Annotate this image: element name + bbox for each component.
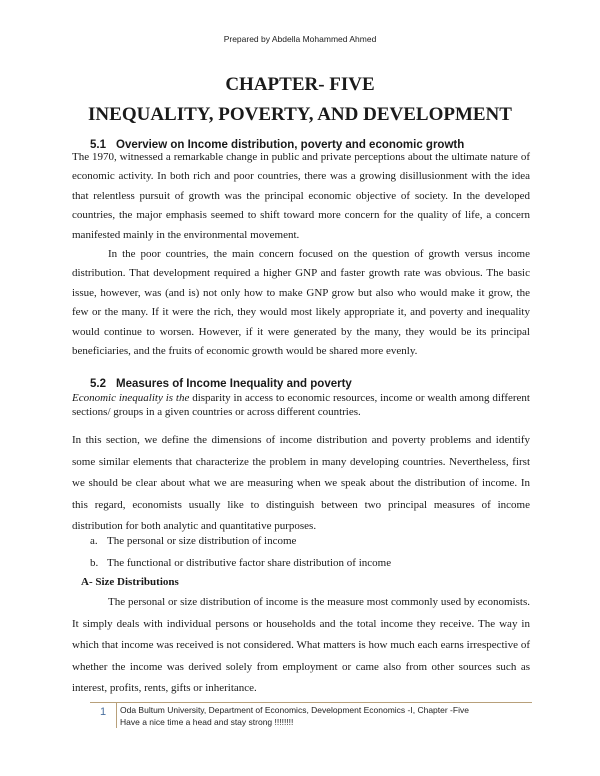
footer-text bbox=[120, 705, 469, 728]
list-item-text: The personal or size distribution of income bbox=[107, 535, 297, 547]
paragraph-text: In this section, we define the dimensions of income distribution and poverty problems and identify some similar elements that characterize the problem in many developing countries. Nevertheless, first we should be clear about what we are measuring when we speak about the distribution of income. In this regard, economists usually like to distinguish between two principal measures of income distribution for both analytic and quantitative purposes. bbox=[72, 434, 530, 533]
section-number: 5.2 bbox=[90, 378, 106, 390]
list-marker: b. bbox=[90, 557, 99, 569]
list-item-text: The functional or distributive factor share distribution of income bbox=[107, 557, 392, 569]
footer-line-2: Have a nice time a head and stay strong !!!!!!!! bbox=[120, 716, 294, 727]
definition-text: disparity in access to economic resources, income or wealth among different sections/ groups in a given countries or across different countries. bbox=[72, 392, 530, 418]
footer-divider bbox=[116, 702, 117, 728]
page-number: 1 bbox=[100, 706, 107, 718]
paragraph-dimensions bbox=[72, 430, 530, 538]
paragraph-text-2: In the poor countries, the main concern focused on the question of growth versus income distribution. That development required a higher GNP and faster growth rate was obvious. The basic issue, however, was (and is) not only how to make GNP grow but also who would make it grow, the few or the many. If it were the rich, they would most likely appropriate it, and poverty and inequality would continue to worsen. However, if it were generated by the many, they would be its principal beneficiaries, and the fruits of economic growth would be shared more evenly. bbox=[72, 248, 530, 358]
list-marker: a. bbox=[90, 535, 98, 547]
chapter-subtitle: INEQUALITY, POVERTY, AND DEVELOPMENT bbox=[88, 104, 512, 125]
page-header: Prepared by Abdella Mohammed Ahmed bbox=[223, 34, 377, 44]
footer-line-1: Oda Bultum University, Department of Economics, Development Economics -I, Chapter -Five bbox=[120, 705, 469, 715]
definition-term: Economic inequality is the bbox=[72, 392, 190, 404]
section-number: 5.1 bbox=[90, 139, 106, 151]
section-title: Measures of Income Inequality and poverty bbox=[116, 378, 352, 390]
footer-rule bbox=[90, 702, 532, 703]
subheading-size-distributions: A- Size Distributions bbox=[81, 576, 179, 588]
paragraph-definition bbox=[72, 392, 530, 419]
paragraph-size-distribution bbox=[72, 592, 530, 700]
chapter-title: CHAPTER- FIVE bbox=[225, 74, 375, 95]
paragraph-text: The 1970, witnessed a remarkable change in public and private perceptions about the ultimate nature of economic activity. In both rich and poor countries, there was a growing disillusionment with the idea that relentless pursuit of growth was the principal economic objective of society. In the developed countries, the major emphasis seemed to shift toward more concern for the quality of life, a concern manifested mainly in the environmental movement. bbox=[72, 151, 530, 241]
section-title: Overview on Income distribution, poverty and economic growth bbox=[116, 139, 465, 151]
section-heading-5-2 bbox=[90, 378, 352, 390]
paragraph-overview bbox=[72, 148, 530, 361]
paragraph-text: The personal or size distribution of income is the measure most commonly used by economists. It simply deals with individual persons or households and the total income they receive. The way in which that income was received is not considered. What matters is how much each earns irrespective of whether the income was derived solely from employment or came also from other sources such as interest, profits, rents, gifts or inheritance. bbox=[72, 596, 530, 695]
list-item bbox=[90, 535, 296, 547]
list-item bbox=[90, 557, 391, 569]
